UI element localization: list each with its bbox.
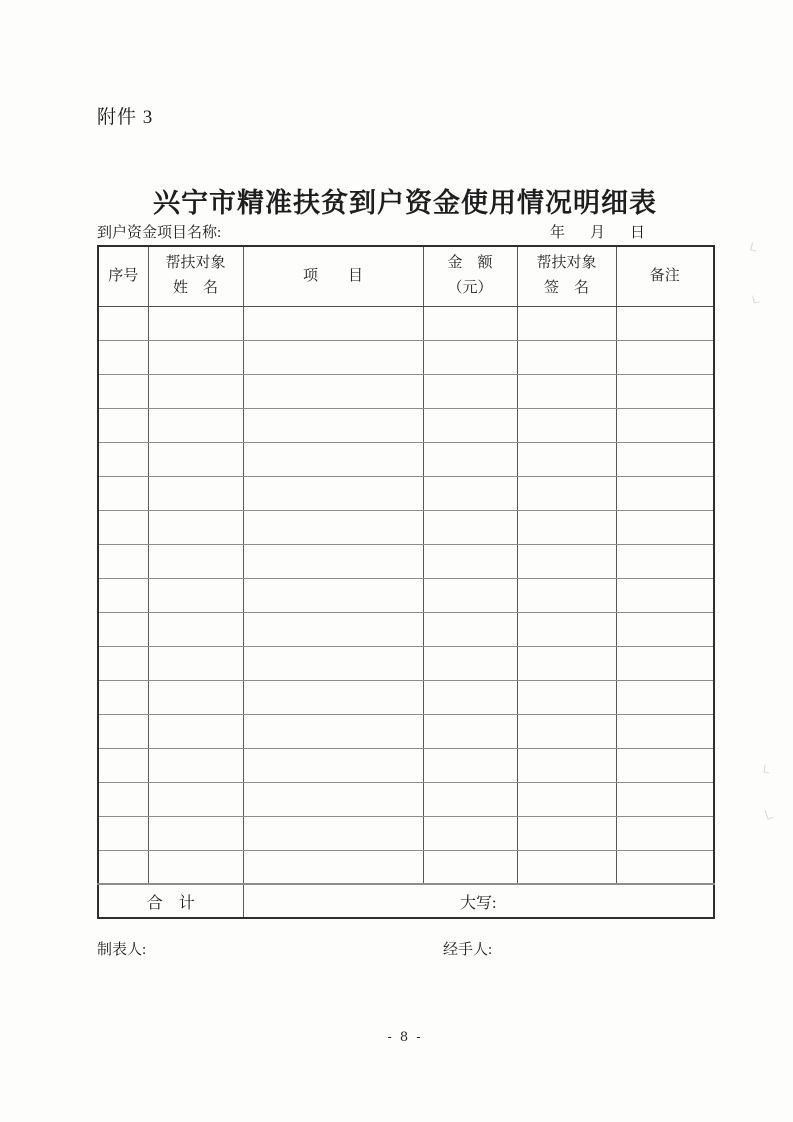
header-label: 帮扶对象 (536, 255, 597, 272)
empty-cell (148, 408, 243, 442)
attachment-label: 附件 3 (97, 107, 154, 128)
empty-cell (98, 340, 148, 374)
funds-usage-table (97, 245, 715, 919)
page-number: - 8 - (387, 1030, 423, 1045)
empty-cell (517, 374, 616, 408)
header-cell-recipient-signature (517, 246, 616, 306)
empty-cell (423, 340, 517, 374)
empty-cell (423, 442, 517, 476)
empty-cell (423, 408, 517, 442)
empty-data-row (98, 816, 714, 850)
empty-cell (616, 816, 714, 850)
empty-cell (517, 646, 616, 680)
header-cell-project (243, 246, 423, 306)
empty-cell (616, 442, 714, 476)
empty-cell (423, 306, 517, 340)
empty-cell (243, 374, 423, 408)
empty-cell (243, 578, 423, 612)
empty-cell (243, 714, 423, 748)
empty-cell (98, 374, 148, 408)
empty-cell (517, 510, 616, 544)
empty-cell (148, 340, 243, 374)
empty-data-row (98, 646, 714, 680)
empty-cell (616, 374, 714, 408)
empty-data-row (98, 306, 714, 340)
empty-cell (423, 714, 517, 748)
empty-cell (423, 680, 517, 714)
date-month-label: 月 (589, 225, 605, 241)
signature-line (97, 938, 713, 960)
empty-cell (148, 816, 243, 850)
date-fields (550, 221, 645, 242)
empty-cell (423, 816, 517, 850)
empty-data-row (98, 510, 714, 544)
empty-data-row (98, 340, 714, 374)
empty-cell (243, 510, 423, 544)
empty-cell (517, 714, 616, 748)
empty-cell (243, 306, 423, 340)
empty-cell (243, 612, 423, 646)
empty-cell (423, 374, 517, 408)
empty-cell (98, 680, 148, 714)
empty-cell (148, 646, 243, 680)
empty-cell (616, 510, 714, 544)
empty-cell (98, 850, 148, 884)
empty-cell (98, 544, 148, 578)
empty-cell (243, 442, 423, 476)
header-cell-amount (423, 246, 517, 306)
empty-cell (616, 306, 714, 340)
empty-cell (243, 340, 423, 374)
empty-cell (616, 612, 714, 646)
empty-cell (243, 782, 423, 816)
empty-data-row (98, 680, 714, 714)
empty-cell (243, 748, 423, 782)
scan-artifact (752, 294, 760, 303)
empty-data-row (98, 714, 714, 748)
header-label: 项 目 (302, 267, 363, 284)
empty-cell (517, 680, 616, 714)
scan-artifact (764, 808, 773, 819)
empty-cell (517, 306, 616, 340)
empty-cell (423, 612, 517, 646)
empty-cell (517, 544, 616, 578)
empty-data-row (98, 850, 714, 884)
empty-cell (517, 408, 616, 442)
empty-cell (517, 442, 616, 476)
empty-cell (148, 714, 243, 748)
preparer-label: 制表人: (97, 942, 147, 958)
empty-cell (616, 850, 714, 884)
table-meta-line (97, 221, 713, 243)
empty-cell (98, 612, 148, 646)
empty-cell (517, 850, 616, 884)
header-label: 姓 名 (172, 280, 218, 297)
empty-data-row (98, 782, 714, 816)
empty-cell (423, 850, 517, 884)
empty-cell (98, 306, 148, 340)
empty-cell (98, 782, 148, 816)
empty-data-row (98, 544, 714, 578)
total-row (98, 884, 714, 918)
header-label: 帮扶对象 (165, 255, 226, 272)
empty-cell (616, 408, 714, 442)
empty-data-row (98, 374, 714, 408)
empty-cell (148, 476, 243, 510)
total-label-cell: 合 计 (98, 884, 243, 918)
empty-cell (148, 578, 243, 612)
date-year-label: 年 (549, 225, 565, 241)
empty-data-row (98, 442, 714, 476)
empty-cell (243, 850, 423, 884)
header-label: 序号 (108, 267, 139, 284)
empty-cell (423, 578, 517, 612)
empty-cell (98, 714, 148, 748)
empty-cell (616, 578, 714, 612)
empty-data-row (98, 408, 714, 442)
empty-cell (423, 782, 517, 816)
empty-cell (616, 340, 714, 374)
empty-cell (243, 408, 423, 442)
empty-cell (148, 850, 243, 884)
header-label: 签 名 (543, 280, 589, 297)
empty-cell (517, 578, 616, 612)
empty-cell (423, 544, 517, 578)
empty-cell (148, 748, 243, 782)
amount-in-words-cell: 大写: (243, 884, 714, 918)
header-cell-remarks (616, 246, 714, 306)
empty-cell (616, 782, 714, 816)
empty-data-row (98, 748, 714, 782)
header-cell-serial (98, 246, 148, 306)
empty-cell (243, 476, 423, 510)
header-label: 金 额 (447, 255, 493, 272)
empty-cell (616, 544, 714, 578)
empty-cell (423, 476, 517, 510)
empty-cell (148, 544, 243, 578)
empty-cell (98, 442, 148, 476)
scan-artifact (750, 242, 758, 251)
empty-data-row (98, 612, 714, 646)
empty-cell (517, 340, 616, 374)
empty-cell (148, 612, 243, 646)
empty-cell (423, 748, 517, 782)
empty-cell (98, 476, 148, 510)
empty-data-row (98, 578, 714, 612)
header-cell-recipient-name (148, 246, 243, 306)
empty-cell (148, 306, 243, 340)
empty-cell (243, 680, 423, 714)
empty-cell (98, 816, 148, 850)
empty-cell (98, 578, 148, 612)
empty-cell (148, 442, 243, 476)
empty-cell (616, 748, 714, 782)
handler-label: 经手人: (443, 942, 493, 958)
empty-cell (616, 476, 714, 510)
date-day-label: 日 (629, 225, 645, 241)
empty-cell (517, 748, 616, 782)
header-row (98, 246, 714, 306)
empty-cell (616, 646, 714, 680)
empty-cell (423, 510, 517, 544)
empty-cell (148, 374, 243, 408)
empty-cell (616, 714, 714, 748)
empty-cell (98, 646, 148, 680)
empty-cell (98, 408, 148, 442)
empty-cell (517, 782, 616, 816)
empty-cell (148, 510, 243, 544)
header-label: 备注 (649, 267, 680, 284)
empty-cell (243, 816, 423, 850)
page-title: 兴宁市精准扶贫到户资金使用情况明细表 (153, 188, 657, 218)
empty-cell (98, 748, 148, 782)
empty-cell (517, 476, 616, 510)
table-body (98, 306, 714, 884)
empty-cell (423, 646, 517, 680)
empty-cell (98, 510, 148, 544)
empty-cell (148, 782, 243, 816)
project-name-label: 到户资金项目名称: (97, 225, 222, 241)
empty-data-row (98, 476, 714, 510)
header-label: （元） (447, 280, 493, 297)
empty-cell (243, 646, 423, 680)
scan-artifact (763, 765, 770, 774)
empty-cell (148, 680, 243, 714)
table-header (98, 246, 714, 306)
empty-cell (616, 680, 714, 714)
empty-cell (517, 612, 616, 646)
empty-cell (243, 544, 423, 578)
table-footer (98, 884, 714, 918)
empty-cell (517, 816, 616, 850)
